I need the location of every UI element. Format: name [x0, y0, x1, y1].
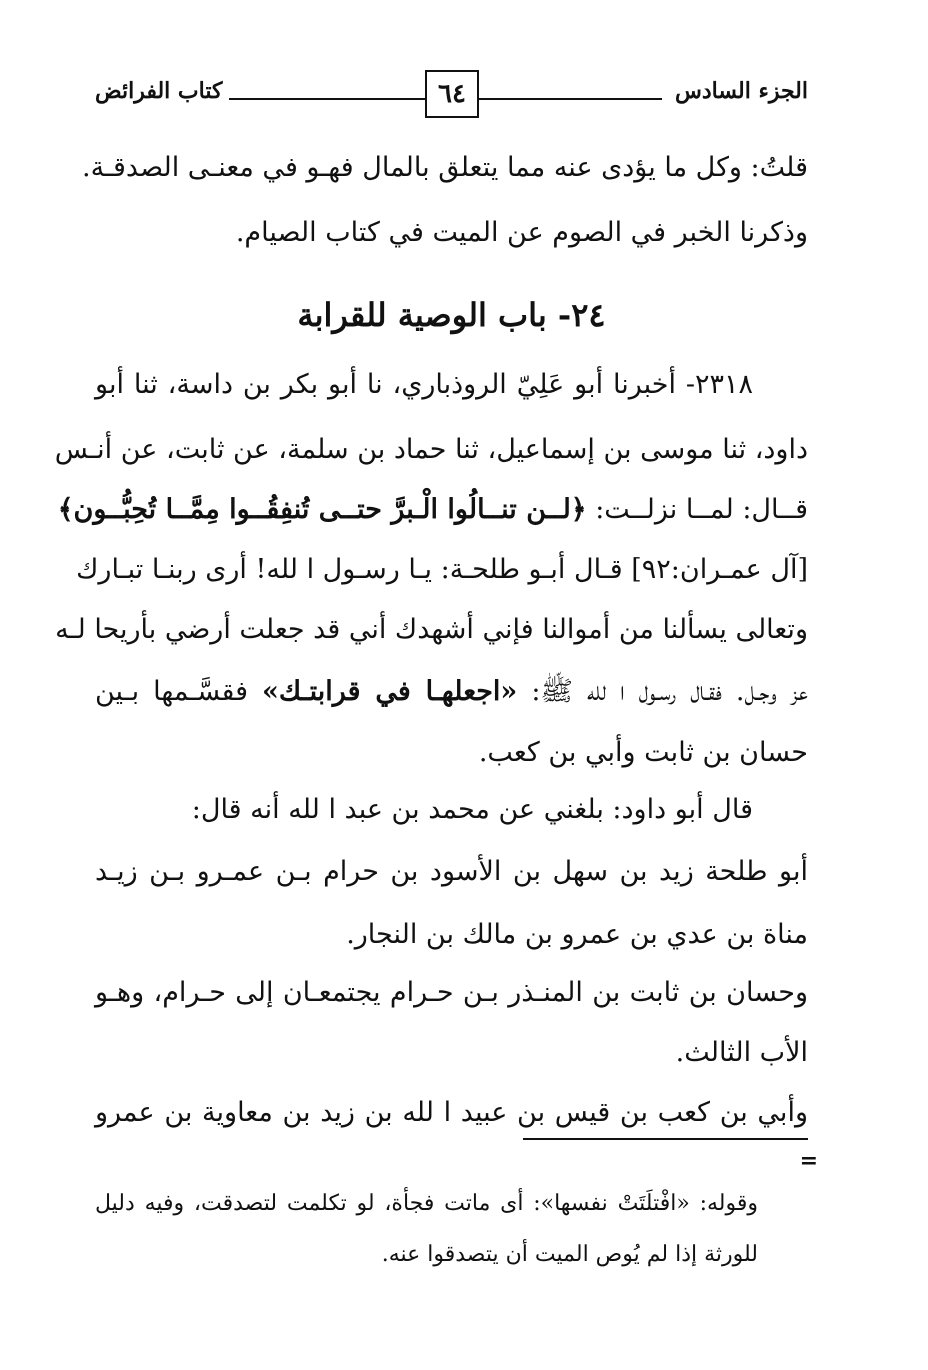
quran-verse: ﴿لــن تنــالُوا الْـبرَّ حتــى تُنفِقُــوا مِمَّــا تُحِبُّــون﴾: [57, 494, 587, 525]
hadith-line-1: ٢٣١٨- أخبرنا أبو عَلِيّ الروذباري، نا أبو بكر بن داسة، ثنا أبو: [95, 369, 753, 400]
hadith-line-5: وتعالى يسألنا من أموالنا فإني أشهدك أني قد جعلت أرضي بأريحا لـه: [55, 614, 808, 645]
abu-dawud-line-5: الأب الثالث.: [675, 1037, 808, 1068]
footnote-separator: [523, 1138, 808, 1140]
footnote-line-1: وقوله: «افْتلَتَتْ نفسها»: أى ماتت فجأة، لو تكلمت لتصدقت، وفيه دليل: [95, 1191, 758, 1216]
prophet-quote: «اجعلهـا في قرابتـك»: [262, 676, 518, 707]
book-label: كتاب الفرائض: [95, 78, 223, 104]
page-number: ٦٤: [425, 70, 479, 118]
hadith-line-6-text-b: فقسَّـمها بـين: [95, 676, 263, 707]
page-header: [95, 70, 808, 126]
abu-dawud-line-6: وأبي بن كعب بن قيس بن عبيد ا لله بن زيد بن معاوية بن عمرو: [95, 1097, 808, 1128]
hadith-line-3-text: قــال: لمــا نزلــت:: [586, 494, 808, 525]
header-rule-right: [478, 98, 662, 100]
chapter-title: ٢٤- باب الوصية للقرابة: [297, 296, 606, 334]
abu-dawud-line-3: مناة بن عدي بن عمرو بن مالك بن النجار.: [346, 919, 808, 950]
footnote-line-2: للورثة إذا لم يُوص الميت أن يتصدقوا عنه.: [381, 1242, 758, 1267]
intro-line-2: وذكرنا الخبر في الصوم عن الميت في كتاب الصيام.: [235, 217, 808, 248]
footnote-continuation-mark: =: [799, 1148, 818, 1174]
volume-label: الجزء السادس: [675, 78, 808, 104]
hadith-line-7: حسان بن ثابت وأبي بن كعب.: [478, 737, 808, 768]
abu-dawud-line-4: وحسان بن ثابت بن المنـذر بـن حـرام يجتمعـان إلى حـرام، وهـو: [95, 977, 808, 1008]
hadith-line-4: [آل عمـران:٩٢] قـال أبـو طلحـة: يـا رسـول ا لله! أرى ربنـا تبـارك: [76, 554, 808, 585]
intro-line-1: قلتُ: وكل ما يؤدى عنه مما يتعلق بالمال فهـو في معنـى الصدقـة.: [82, 152, 808, 183]
abu-dawud-line-2: أبو طلحة زيد بن سهل بن الأسود بن حرام بـن عمـرو بـن زيـد: [95, 856, 808, 887]
abu-dawud-line-1: قال أبو داود: بلغني عن محمد بن عبد ا لله أنه قال:: [191, 794, 753, 825]
hadith-line-3: [57, 490, 808, 530]
hadith-line-6-text-a: عز وجـل. فقـال رسـول ا لله ﷺ:: [517, 676, 808, 707]
hadith-line-6: [95, 672, 808, 712]
header-rule-left: [229, 98, 425, 100]
hadith-line-2: داود، ثنا موسى بن إسماعيل، ثنا حماد بن سلمة، عن ثابت، عن أنـس: [54, 434, 808, 465]
